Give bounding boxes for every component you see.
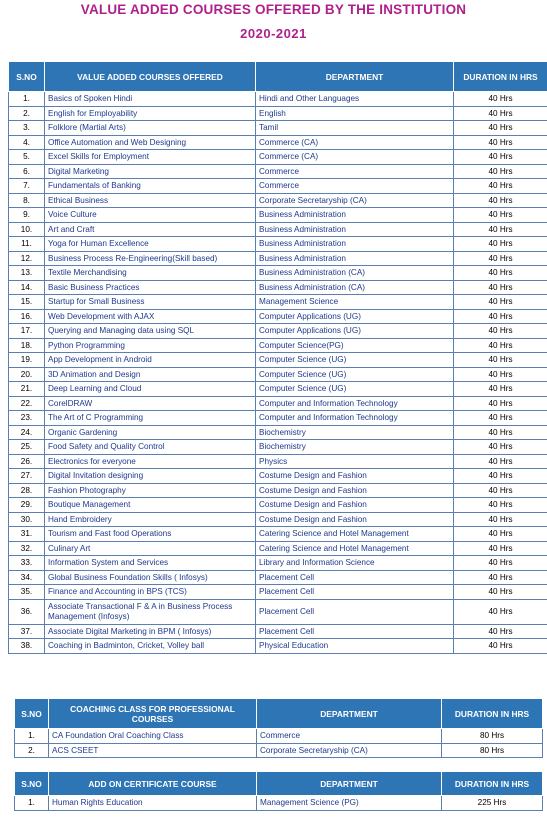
header-sno: S.NO [15, 772, 49, 796]
row-department: Placement Cell [256, 585, 454, 600]
table-row [9, 324, 547, 339]
row-course: Querying and Managing data using SQL [45, 324, 256, 339]
row-sno: 27. [9, 469, 45, 484]
table-row [9, 193, 547, 208]
table-row [9, 353, 547, 368]
header-sno: S.NO [9, 62, 45, 92]
row-department: Computer Science(PG) [256, 338, 454, 353]
row-duration: 40 Hrs [454, 179, 547, 194]
row-department: Computer Applications (UG) [256, 324, 454, 339]
row-department: Business Administration [256, 237, 454, 252]
row-sno: 9. [9, 208, 45, 223]
certificate-course-table [14, 771, 543, 811]
row-sno: 38. [9, 639, 45, 654]
table-row [9, 570, 547, 585]
table-row [9, 440, 547, 455]
row-department: Biochemistry [256, 425, 454, 440]
row-course: Food Safety and Quality Control [45, 440, 256, 455]
row-duration: 40 Hrs [454, 266, 547, 281]
row-department: Business Administration [256, 251, 454, 266]
row-duration: 40 Hrs [454, 411, 547, 426]
row-duration: 40 Hrs [454, 106, 547, 121]
table-row [9, 498, 547, 513]
row-duration: 40 Hrs [454, 121, 547, 136]
row-department: Commerce [256, 179, 454, 194]
row-department: Commerce [257, 729, 442, 744]
row-duration: 40 Hrs [454, 92, 547, 107]
row-course: Electronics for everyone [45, 454, 256, 469]
row-sno: 13. [9, 266, 45, 281]
header-course: VALUE ADDED COURSES OFFERED [45, 62, 256, 92]
row-department: Placement Cell [256, 599, 454, 624]
row-sno: 29. [9, 498, 45, 513]
row-sno: 34. [9, 570, 45, 585]
row-course: Information System and Services [45, 556, 256, 571]
row-course: Yoga for Human Excellence [45, 237, 256, 252]
table-row [9, 92, 547, 107]
row-sno: 35. [9, 585, 45, 600]
row-sno: 12. [9, 251, 45, 266]
table-row [9, 382, 547, 397]
row-course: Basic Business Practices [45, 280, 256, 295]
row-duration: 40 Hrs [454, 570, 547, 585]
row-sno: 5. [9, 150, 45, 165]
table-row [9, 639, 547, 654]
row-duration: 40 Hrs [454, 639, 547, 654]
row-sno: 36. [9, 599, 45, 624]
row-sno: 18. [9, 338, 45, 353]
row-department: Computer Science (UG) [256, 382, 454, 397]
row-duration: 40 Hrs [454, 556, 547, 571]
row-sno: 11. [9, 237, 45, 252]
row-duration: 40 Hrs [454, 498, 547, 513]
row-department: Physical Education [256, 639, 454, 654]
row-duration: 40 Hrs [454, 440, 547, 455]
table-row [9, 585, 547, 600]
row-department: English [256, 106, 454, 121]
table-row [9, 280, 547, 295]
row-course: Office Automation and Web Designing [45, 135, 256, 150]
row-sno: 16. [9, 309, 45, 324]
header-duration: DURATION IN HRS [442, 699, 543, 729]
header-duration: DURATION IN HRS [454, 62, 547, 92]
row-course: Excel Skills for Employment [45, 150, 256, 165]
table-row [9, 624, 547, 639]
row-duration: 40 Hrs [454, 295, 547, 310]
page-title: VALUE ADDED COURSES OFFERED BY THE INSTITUTION [80, 2, 467, 17]
table-row [15, 796, 543, 811]
row-department: Corporate Secretaryship (CA) [257, 743, 442, 758]
table-header-row [9, 62, 547, 92]
row-department: Management Science [256, 295, 454, 310]
row-duration: 225 Hrs [442, 796, 543, 811]
row-sno: 7. [9, 179, 45, 194]
row-sno: 21. [9, 382, 45, 397]
table-row [9, 121, 547, 136]
row-department: Computer and Information Technology [256, 396, 454, 411]
table-header-row [15, 772, 543, 796]
row-sno: 8. [9, 193, 45, 208]
row-course: Fundamentals of Banking [45, 179, 256, 194]
row-course: CA Foundation Oral Coaching Class [49, 729, 257, 744]
row-department: Computer Science (UG) [256, 367, 454, 382]
row-course: Startup for Small Business [45, 295, 256, 310]
table-row [9, 150, 547, 165]
row-sno: 28. [9, 483, 45, 498]
table-row [9, 396, 547, 411]
row-duration: 40 Hrs [454, 512, 547, 527]
row-course: CorelDRAW [45, 396, 256, 411]
row-sno: 3. [9, 121, 45, 136]
row-duration: 80 Hrs [442, 729, 543, 744]
row-sno: 26. [9, 454, 45, 469]
row-duration: 40 Hrs [454, 338, 547, 353]
row-course: Organic Gardening [45, 425, 256, 440]
row-sno: 1. [15, 729, 49, 744]
row-course: Deep Learning and Cloud [45, 382, 256, 397]
row-department: Commerce (CA) [256, 135, 454, 150]
row-course: Global Business Foundation Skills ( Infosys) [45, 570, 256, 585]
row-department: Placement Cell [256, 570, 454, 585]
row-department: Physics [256, 454, 454, 469]
table-row [9, 135, 547, 150]
row-duration: 40 Hrs [454, 135, 547, 150]
row-duration: 40 Hrs [454, 353, 547, 368]
row-duration: 40 Hrs [454, 208, 547, 223]
table-row [9, 222, 547, 237]
row-course: Hand Embroidery [45, 512, 256, 527]
row-course: Business Process Re-Engineering(Skill based) [45, 251, 256, 266]
row-duration: 40 Hrs [454, 454, 547, 469]
row-department: Corporate Secretaryship (CA) [256, 193, 454, 208]
row-department: Catering Science and Hotel Management [256, 541, 454, 556]
row-course: Web Development with AJAX [45, 309, 256, 324]
row-duration: 40 Hrs [454, 541, 547, 556]
row-course: Finance and Accounting in BPS (TCS) [45, 585, 256, 600]
row-department: Costume Design and Fashion [256, 498, 454, 513]
row-department: Hindi and Other Languages [256, 92, 454, 107]
table-row [9, 309, 547, 324]
certificate-course-body [15, 796, 543, 811]
table-row [9, 541, 547, 556]
row-department: Costume Design and Fashion [256, 469, 454, 484]
row-department: Business Administration (CA) [256, 280, 454, 295]
row-duration: 40 Hrs [454, 280, 547, 295]
row-duration: 40 Hrs [454, 309, 547, 324]
row-duration: 40 Hrs [454, 469, 547, 484]
header-course: ADD ON CERTIFICATE COURSE [49, 772, 257, 796]
table-row [9, 208, 547, 223]
row-sno: 23. [9, 411, 45, 426]
table-row [9, 295, 547, 310]
row-sno: 33. [9, 556, 45, 571]
row-sno: 24. [9, 425, 45, 440]
row-duration: 40 Hrs [454, 324, 547, 339]
row-department: Tamil [256, 121, 454, 136]
table-row [15, 729, 543, 744]
row-course: Associate Transactional F & A in Business Process Management (Infosys) [45, 599, 256, 624]
table-row [9, 179, 547, 194]
table-row [9, 527, 547, 542]
row-sno: 2. [9, 106, 45, 121]
row-department: Costume Design and Fashion [256, 512, 454, 527]
table-row [9, 338, 547, 353]
row-course: App Development in Android [45, 353, 256, 368]
row-course: Textile Merchandising [45, 266, 256, 281]
row-sno: 1. [9, 92, 45, 107]
row-department: Library and Information Science [256, 556, 454, 571]
value-added-courses-body [9, 92, 547, 654]
row-course: Digital Invitation designing [45, 469, 256, 484]
table-row [9, 251, 547, 266]
row-department: Costume Design and Fashion [256, 483, 454, 498]
table-row [9, 599, 547, 624]
header-duration: DURATION IN HRS [442, 772, 543, 796]
row-duration: 40 Hrs [454, 585, 547, 600]
header-department: DEPARTMENT [256, 62, 454, 92]
table-row [9, 411, 547, 426]
header-department: DEPARTMENT [257, 772, 442, 796]
row-duration: 40 Hrs [454, 367, 547, 382]
row-course: Boutique Management [45, 498, 256, 513]
table-row [9, 237, 547, 252]
row-sno: 4. [9, 135, 45, 150]
row-duration: 40 Hrs [454, 150, 547, 165]
row-department: Commerce [256, 164, 454, 179]
table-row [9, 483, 547, 498]
value-added-courses-table [8, 61, 547, 654]
row-course: Coaching in Badminton, Cricket, Volley ball [45, 639, 256, 654]
row-course: Associate Digital Marketing in BPM ( Infosys) [45, 624, 256, 639]
row-course: Basics of Spoken Hindi [45, 92, 256, 107]
row-course: The Art of C Programming [45, 411, 256, 426]
row-duration: 40 Hrs [454, 251, 547, 266]
row-sno: 37. [9, 624, 45, 639]
table-row [9, 469, 547, 484]
coaching-class-body [15, 729, 543, 758]
row-course: Human Rights Education [49, 796, 257, 811]
row-duration: 40 Hrs [454, 396, 547, 411]
row-duration: 40 Hrs [454, 624, 547, 639]
row-sno: 22. [9, 396, 45, 411]
academic-year: 2020-2021 [240, 26, 307, 41]
row-sno: 32. [9, 541, 45, 556]
table-header-row [15, 699, 543, 729]
row-department: Computer Applications (UG) [256, 309, 454, 324]
row-course: Voice Culture [45, 208, 256, 223]
row-duration: 40 Hrs [454, 222, 547, 237]
row-sno: 2. [15, 743, 49, 758]
row-department: Catering Science and Hotel Management [256, 527, 454, 542]
row-duration: 80 Hrs [442, 743, 543, 758]
row-duration: 40 Hrs [454, 599, 547, 624]
row-course: Python Programming [45, 338, 256, 353]
row-department: Commerce (CA) [256, 150, 454, 165]
table-row [9, 367, 547, 382]
row-sno: 25. [9, 440, 45, 455]
row-duration: 40 Hrs [454, 425, 547, 440]
row-department: Management Science (PG) [257, 796, 442, 811]
table-row [15, 743, 543, 758]
row-sno: 17. [9, 324, 45, 339]
table-row [9, 425, 547, 440]
row-duration: 40 Hrs [454, 164, 547, 179]
table-row [9, 164, 547, 179]
row-course: Folklore (Martial Arts) [45, 121, 256, 136]
header-department: DEPARTMENT [257, 699, 442, 729]
row-department: Business Administration (CA) [256, 266, 454, 281]
row-sno: 19. [9, 353, 45, 368]
row-course: Tourism and Fast food Operations [45, 527, 256, 542]
row-sno: 10. [9, 222, 45, 237]
row-sno: 20. [9, 367, 45, 382]
row-sno: 15. [9, 295, 45, 310]
row-department: Business Administration [256, 208, 454, 223]
row-course: 3D Animation and Design [45, 367, 256, 382]
row-duration: 40 Hrs [454, 382, 547, 397]
row-course: Ethical Business [45, 193, 256, 208]
row-department: Computer Science (UG) [256, 353, 454, 368]
row-department: Placement Cell [256, 624, 454, 639]
table-row [9, 266, 547, 281]
row-course: Culinary Art [45, 541, 256, 556]
header-course: COACHING CLASS FOR PROFESSIONAL COURSES [49, 699, 257, 729]
row-department: Computer and Information Technology [256, 411, 454, 426]
row-course: Art and Craft [45, 222, 256, 237]
header-sno: S.NO [15, 699, 49, 729]
row-duration: 40 Hrs [454, 527, 547, 542]
row-course: ACS CSEET [49, 743, 257, 758]
coaching-class-table [14, 698, 543, 758]
row-department: Biochemistry [256, 440, 454, 455]
row-department: Business Administration [256, 222, 454, 237]
table-row [9, 512, 547, 527]
row-sno: 6. [9, 164, 45, 179]
row-sno: 30. [9, 512, 45, 527]
table-row [9, 106, 547, 121]
row-sno: 1. [15, 796, 49, 811]
row-course: English for Employability [45, 106, 256, 121]
row-sno: 14. [9, 280, 45, 295]
row-course: Fashion Photography [45, 483, 256, 498]
row-course: Digital Marketing [45, 164, 256, 179]
table-row [9, 454, 547, 469]
row-duration: 40 Hrs [454, 483, 547, 498]
row-sno: 31. [9, 527, 45, 542]
row-duration: 40 Hrs [454, 237, 547, 252]
table-row [9, 556, 547, 571]
row-duration: 40 Hrs [454, 193, 547, 208]
